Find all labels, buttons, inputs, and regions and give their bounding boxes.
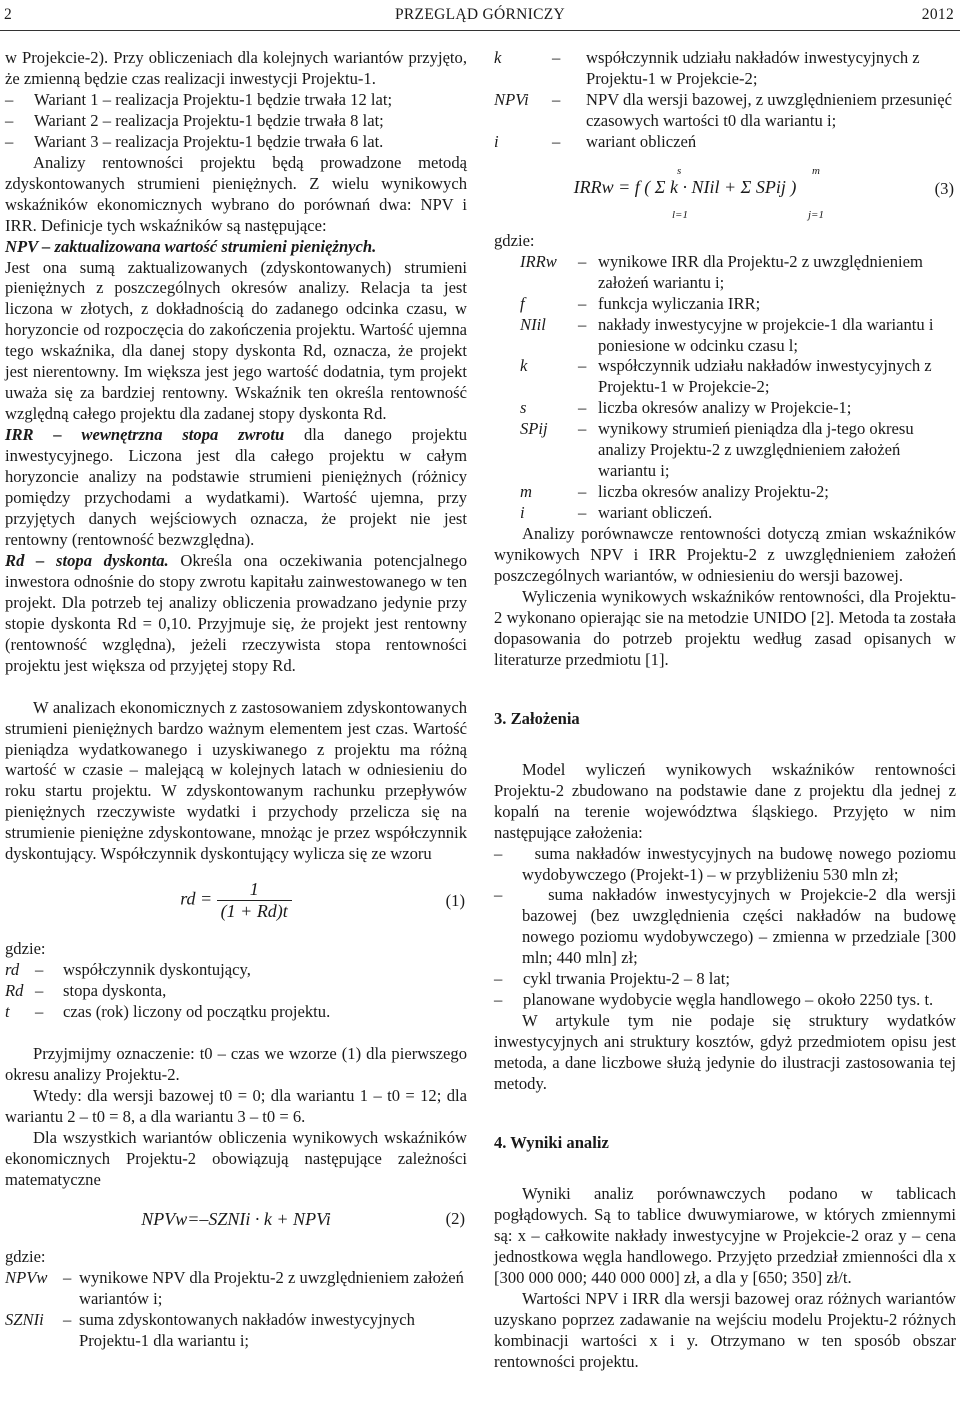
list-item: – Wariant 2 – realizacja Projektu-1 będzie trwała 8 lat; [5, 110, 384, 130]
equation-number: (2) [445, 1208, 465, 1228]
irr-heading: IRR – wewnętrzna stopa zwrotu [5, 425, 285, 445]
paragraph: Dla wszystkich wariantów obliczenia wynikowych wskaźników ekonomicznych Projektu-2 obowiązują następujące zależności matematyczne [5, 1127, 467, 1189]
equation-2 [5, 1197, 467, 1241]
paragraph: W analizach ekonomicznych z zastosowaniem zdyskontowanych strumieni pieniężnych bardzo ważnym elementem jest czas. Wartość pieniądza wydatkowanego i uzyskiwanego z projektu ma różną wartość w czasie – malejącą w kolejnych latach w odniesieniu do roku startu projektu. W zdyskontowanym rachunku przepływów pieniężnych rzeczywiste wydatki i przychody przelicza się na strumienie pieniężne zdyskontowane, mnożąc je przez współczynnik dyskontujący. Współczynnik dyskontujący wylicza się ze wzoru [5, 697, 467, 864]
rd-definition: Rd – stopa dyskonta. Określa ona oczekiwania potencjalnego inwestora odnośnie do stopy zwrotu kapitału zainwestowanego w ten projekt. Dla potrzeb tej analizy obliczenia prowadzano jedynie przy stopie dyskonta Rd = 0,10. Przyjmuje się, że projekt jest rentowny (rentowność względna), jeżeli rzeczywista stopa rentowności projektu jest większa od przyjętej stopy Rd. [5, 550, 467, 675]
page-number: 2 [4, 6, 13, 23]
npv-heading: NPV – zaktualizowana wartość strumieni pieniężnych. [5, 236, 377, 256]
page-header [0, 0, 960, 34]
equation-1 [5, 871, 467, 933]
definition-list: k – współczynnik udziału nakładów inwestycyjnych z Projektu-1 w Projekcie-2; NPVi – NPV dla wersji bazowej, z uwzględnieniem przesunięć czasowych wartości t0 dla wariantu i; i – wariant obliczeń [494, 48, 953, 151]
definition-list: NPVw – wynikowe NPV dla Projektu-2 z uwzględnieniem założeń wariantów i; SZNIi – suma zdyskontowanych nakładów inwestycyjnych Projektu-1 dla wariantu i; [5, 1267, 464, 1350]
paragraph: W artykule tym nie podaje się struktury wydatków inwestycyjnych ani struktury kosztów, gdyż przedmiotem opisu jest metoda, a dane liczbowe służą jedynie do ilustracji zastosowania tej metody. [494, 1011, 956, 1094]
equation-3 [494, 159, 956, 225]
eq1-lhs: rd = [180, 888, 213, 909]
list-item: – suma nakładów inwestycyjnych w Projekcie-2 dla wersji bazowej (bez uwzględnienia części nakładów na budowę nowego poziomu wydobywczego) – zmienna w przedziale [300 mln; 440 mln] zł; [494, 885, 956, 968]
list-item: – suma nakładów inwestycyjnych na budowę nowego poziomu wydobywczego (Projekt-1) – w przybliżeniu 530 mln zł; [494, 843, 956, 884]
header-rule [0, 30, 960, 31]
paragraph: Analizy rentowności projektu będą prowadzone metodą zdyskontowanych strumieni pieniężnych. Z wielu wynikowych wskaźników ekonomicznych wybrano do porównań dwa: NPV i IRR. Definicje tych wskaźników są następujące: [5, 152, 467, 235]
list-item: – cykl trwania Projektu-2 – 8 lat; [494, 969, 730, 989]
year: 2012 [921, 6, 954, 23]
equation-number: (3) [934, 178, 954, 198]
gdzie-label: gdzie: [494, 230, 535, 250]
npv-definition [5, 237, 467, 258]
sum-upper-limit: m [812, 164, 820, 177]
list-item: – Wariant 1 – realizacja Projektu-1 będzie trwała 12 lat; [5, 89, 393, 109]
eq3-body: IRRw = f ( Σ k · NIil + Σ SPij ) [573, 176, 797, 197]
paragraph: Wyniki analiz porównawczych podano w tablicach pogłądowych. Są to tablice dwuwymiarowe, w których zmiennymi są: x – całkowite nakłady inwestycyjne w Projekcie-2 oraz y – cena jednostkowa węgla handlowego. Przyjęto przedział zmienności dla x [300 000 000; 440 000 000] zł, a dla y [650; 350] zł/t. [494, 1183, 956, 1287]
paragraph: Przyjmijmy oznaczenie: t0 – czas we wzorze (1) dla pierwszego okresu analizy Projektu-2. [5, 1044, 467, 1084]
sum-lower-limit: j=1 [808, 208, 824, 221]
right-column [494, 48, 956, 1373]
irr-definition: IRR – wewnętrzna stopa zwrotu dla danego projektu inwestycyjnego. Liczona jest dla całego projektu w całym horyzoncie analizy na podstawie strumieni pieniężnych (różnicy pomiędzy przychodami a wydatkami). Wartość ujemna, przy przyjętych danych wejściowych oznacza, że projekt nie jest rentowny (rentowność bezwzględna). [5, 425, 467, 549]
paragraph: Analizy porównawcze rentowności dotyczą zmian wskaźników wynikowych NPV i IRR Projektu-2 z uwzględnieniem założeń poszczególnych wariantów, w odniesieniu do wersji bazowej. [494, 524, 956, 586]
definition-list: rd – współczynnik dyskontujący, Rd – stopa dyskonta, t – czas (rok) liczony od początku projektu. [5, 960, 331, 1022]
list-item: – Wariant 3 – realizacja Projektu-1 będzie trwała 6 lat. [5, 131, 384, 151]
paragraph: w Projekcie-2). Przy obliczeniach dla kolejnych wariantów przyjęto, że zmienną będzie czas realizacji inwestycji Projektu-1. [5, 48, 467, 88]
eq2-body: NPVw=–SZNIi · k + NPVi [141, 1208, 331, 1229]
list-item: – planowane wydobycie węgla handlowego – około 2250 tys. t. [494, 990, 934, 1010]
gdzie-label: gdzie: [5, 1246, 46, 1266]
npv-body: Jest ona sumą zaktualizowanych (zdyskontowanych) strumieni pieniężnych z poszczególnych okresów analizy. Relacja ta jest liczona w złotych, z dokładnością do zadanego odcinka czasu, w horyzoncie od rozpoczęcia do zakończenia projektu. Wartość ujemna tego wskaźnika, dla danej stopy dyskonta Rd, oznacza, że projekt jest nierentowny. Im większa jest jego wartość dodatnia, tym projekt uważa się za bardziej rentowny. Wskaźnik ten określa rentowność względną całego projektu dla zadanej stopy dyskonta Rd. [5, 257, 467, 424]
sum-upper-limit: s [677, 164, 682, 177]
section-heading-4: 4. Wyniki analiz [494, 1132, 609, 1152]
definition-list: IRRw – wynikowe IRR dla Projektu-2 z uwzględnieniem założeń wariantu i; f – funkcja wyliczania IRR; NIil – nakłady inwestycyjne w projekcie-1 dla wariantu i poniesione w odcinku czasu l; k – współczynnik udziału nakładów inwestycyjnych z Projektu-1 w Projekcie-2; s – liczba okresów analizy w Projekcie-1; SPij – wynikowy strumień pieniądza dla j-tego okresu analizy Projektu-2 z uwzględnieniem założeń wariantu i; m – liczba okresów analizy Projektu-2; i – wariant obliczeń. [520, 251, 934, 523]
left-column [5, 48, 467, 1351]
equation-number: (1) [445, 891, 465, 911]
journal-title: PRZEGLĄD GÓRNICZY [395, 6, 565, 23]
eq1-fraction: $\frac{1}{(1 + Rd)t}$ [217, 879, 292, 922]
paragraph: Wartości NPV i IRR dla wersji bazowej oraz różnych wariantów uzyskano poprzez zadawanie na wejściu modelu Projektu-2 różnych kombinacji wartości x i y. Otrzymano w ten sposób obszar rentowności projektu. [494, 1288, 956, 1371]
rd-heading: Rd – stopa dyskonta. [5, 550, 169, 570]
sum-lower-limit: l=1 [672, 208, 688, 221]
paragraph: Wtedy: dla wersji bazowej t0 = 0; dla wariantu 1 – t0 = 12; dla wariantu 2 – t0 = 8, a dla wariantu 3 – t0 = 6. [5, 1085, 467, 1126]
paragraph: Wyliczenia wynikowych wskaźników rentowności, dla Projektu-2 wykonano opierając sie na metodzie UNIDO [2]. Metoda ta została dopasowania do potrzeb projektu według zasad opisanych w literaturze przedmiotu [1]. [494, 586, 956, 669]
gdzie-label: gdzie: [5, 939, 46, 959]
paragraph: Model wyliczeń wynikowych wskaźników rentowności Projektu-2 zbudowano na podstawie dane z projektu dla jednej z kopalń na terenie województwa śląskiego. Przyjęto w nim następujące założenia: [494, 759, 956, 842]
section-heading-3: 3. Założenia [494, 708, 580, 728]
